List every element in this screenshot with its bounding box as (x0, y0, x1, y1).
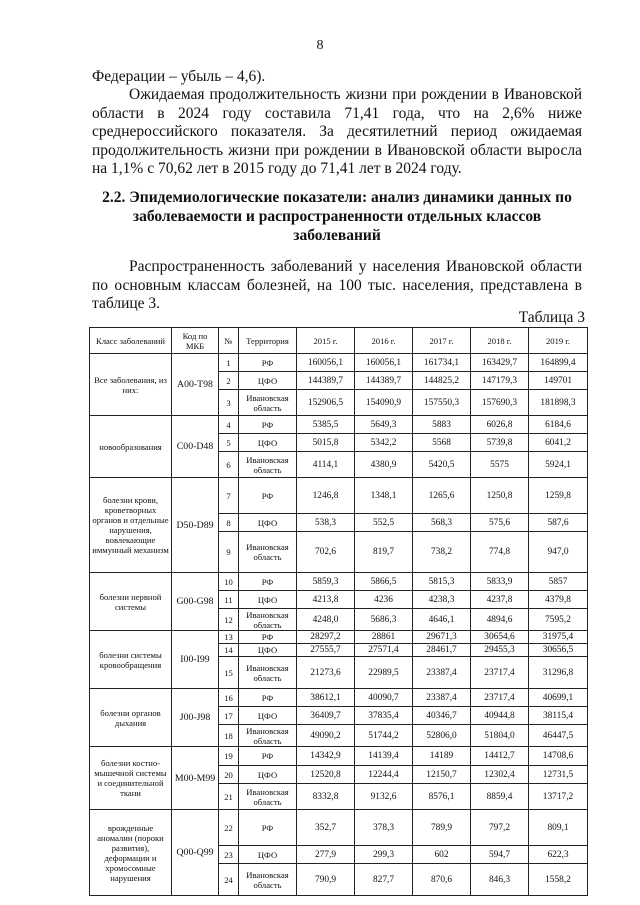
value-cell: 31975,4 (529, 631, 588, 644)
value-cell: 738,2 (413, 532, 471, 573)
value-cell: 1250,8 (471, 478, 529, 514)
value-cell: 27555,7 (297, 644, 355, 657)
value-cell: 38612,1 (297, 689, 355, 707)
value-cell: 622,3 (529, 846, 588, 864)
value-cell: 5385,5 (297, 416, 355, 434)
value-cell: 594,7 (471, 846, 529, 864)
value-cell: 575,6 (471, 514, 529, 532)
value-cell: 29455,3 (471, 644, 529, 657)
value-cell: 5739,8 (471, 434, 529, 452)
territory-cell: Ивановская область (239, 784, 297, 810)
value-cell: 5686,3 (355, 609, 413, 631)
value-cell: 144825,2 (413, 372, 471, 390)
header-2017: 2017 г. (413, 328, 471, 354)
header-class: Класс заболеваний (90, 328, 172, 354)
territory-cell: ЦФО (239, 514, 297, 532)
value-cell: 160056,1 (355, 354, 413, 372)
table-row (90, 689, 588, 707)
value-cell: 21273,6 (297, 657, 355, 689)
value-cell: 819,7 (355, 532, 413, 573)
value-cell: 30654,6 (471, 631, 529, 644)
value-cell: 277,9 (297, 846, 355, 864)
value-cell: 538,3 (297, 514, 355, 532)
value-cell: 299,3 (355, 846, 413, 864)
disease-class-cell: болезни костно-мышечной системы и соединительной ткани (90, 747, 172, 810)
territory-cell: ЦФО (239, 846, 297, 864)
territory-cell: ЦФО (239, 766, 297, 784)
value-cell: 51804,0 (471, 725, 529, 747)
value-cell: 46447,5 (529, 725, 588, 747)
value-cell: 5859,3 (297, 573, 355, 591)
value-cell: 1348,1 (355, 478, 413, 514)
row-number-cell: 18 (219, 725, 239, 747)
value-cell: 774,8 (471, 532, 529, 573)
value-cell: 49090,2 (297, 725, 355, 747)
disease-class-cell: врожденные аномалии (пороки развития), деформации и хромосомные нарушения (90, 810, 172, 896)
value-cell: 4248,0 (297, 609, 355, 631)
page-number: 8 (316, 38, 324, 53)
table-caption: Таблица 3 (518, 309, 585, 326)
value-cell: 157550,3 (413, 390, 471, 416)
disease-prevalence-table (89, 327, 588, 896)
value-cell: 1558,2 (529, 864, 588, 896)
value-cell: 40944,8 (471, 707, 529, 725)
row-number-cell: 22 (219, 810, 239, 846)
territory-cell: Ивановская область (239, 725, 297, 747)
value-cell: 1246,8 (297, 478, 355, 514)
value-cell: 827,7 (355, 864, 413, 896)
icd-code-cell: G00-G98 (172, 573, 219, 631)
value-cell: 8332,8 (297, 784, 355, 810)
value-cell: 144389,7 (297, 372, 355, 390)
paragraph-table-intro: Распространенность заболеваний у населения Ивановской области по основным классам болезней, на 100 тыс. населения, представлена в таблице 3. (92, 258, 582, 313)
row-number-cell: 23 (219, 846, 239, 864)
value-cell: 5649,3 (355, 416, 413, 434)
value-cell: 4213,8 (297, 591, 355, 609)
value-cell: 28297,2 (297, 631, 355, 644)
value-cell: 6041,2 (529, 434, 588, 452)
table-row (90, 747, 588, 766)
territory-cell: РФ (239, 747, 297, 766)
table-row (90, 810, 588, 846)
row-number-cell: 19 (219, 747, 239, 766)
value-cell: 4238,3 (413, 591, 471, 609)
value-cell: 8859,4 (471, 784, 529, 810)
value-cell: 870,6 (413, 864, 471, 896)
territory-cell: ЦФО (239, 707, 297, 725)
row-number-cell: 10 (219, 573, 239, 591)
territory-cell: РФ (239, 416, 297, 434)
territory-cell: Ивановская область (239, 657, 297, 689)
value-cell: 8576,1 (413, 784, 471, 810)
icd-code-cell: I00-I99 (172, 631, 219, 689)
value-cell: 378,3 (355, 810, 413, 846)
row-number-cell: 12 (219, 609, 239, 631)
value-cell: 51744,2 (355, 725, 413, 747)
row-number-cell: 6 (219, 452, 239, 478)
row-number-cell: 9 (219, 532, 239, 573)
value-cell: 23717,4 (471, 689, 529, 707)
territory-cell: ЦФО (239, 644, 297, 657)
row-number-cell: 11 (219, 591, 239, 609)
value-cell: 28461,7 (413, 644, 471, 657)
value-cell: 809,1 (529, 810, 588, 846)
icd-code-cell: C00-D48 (172, 416, 219, 478)
row-number-cell: 4 (219, 416, 239, 434)
value-cell: 38115,4 (529, 707, 588, 725)
value-cell: 9132,6 (355, 784, 413, 810)
header-code: Код по МКБ (172, 328, 219, 354)
value-cell: 789,9 (413, 810, 471, 846)
value-cell: 40090,7 (355, 689, 413, 707)
value-cell: 5924,1 (529, 452, 588, 478)
value-cell: 163429,7 (471, 354, 529, 372)
value-cell: 352,7 (297, 810, 355, 846)
value-cell: 12731,5 (529, 766, 588, 784)
table-row (90, 631, 588, 644)
value-cell: 702,6 (297, 532, 355, 573)
value-cell: 37835,4 (355, 707, 413, 725)
value-cell: 5568 (413, 434, 471, 452)
value-cell: 144389,7 (355, 372, 413, 390)
row-number-cell: 17 (219, 707, 239, 725)
value-cell: 36409,7 (297, 707, 355, 725)
value-cell: 12520,8 (297, 766, 355, 784)
disease-class-cell: новообразования (90, 416, 172, 478)
header-2016: 2016 г. (355, 328, 413, 354)
value-cell: 14708,6 (529, 747, 588, 766)
row-number-cell: 5 (219, 434, 239, 452)
value-cell: 5833,9 (471, 573, 529, 591)
value-cell: 587,6 (529, 514, 588, 532)
value-cell: 154090,9 (355, 390, 413, 416)
value-cell: 28861 (355, 631, 413, 644)
header-2018: 2018 г. (471, 328, 529, 354)
row-number-cell: 14 (219, 644, 239, 657)
value-cell: 12244,4 (355, 766, 413, 784)
territory-cell: РФ (239, 354, 297, 372)
value-cell: 23717,4 (471, 657, 529, 689)
table-row (90, 478, 588, 514)
value-cell: 602 (413, 846, 471, 864)
value-cell: 14412,7 (471, 747, 529, 766)
disease-class-cell: болезни органов дыхания (90, 689, 172, 747)
paragraph-continuation: Федерации – убыль – 4,6). (92, 68, 266, 85)
value-cell: 161734,1 (413, 354, 471, 372)
value-cell: 5575 (471, 452, 529, 478)
row-number-cell: 16 (219, 689, 239, 707)
table-row (90, 573, 588, 591)
table-header-row (90, 328, 588, 354)
value-cell: 164899,4 (529, 354, 588, 372)
row-number-cell: 1 (219, 354, 239, 372)
value-cell: 947,0 (529, 532, 588, 573)
value-cell: 790,9 (297, 864, 355, 896)
territory-cell: РФ (239, 573, 297, 591)
disease-class-cell: болезни системы кровообращения (90, 631, 172, 689)
icd-code-cell: Q00-Q99 (172, 810, 219, 896)
value-cell: 149701 (529, 372, 588, 390)
icd-code-cell: A00-T98 (172, 354, 219, 416)
value-cell: 23387,4 (413, 689, 471, 707)
disease-class-cell: болезни нервной системы (90, 573, 172, 631)
value-cell: 4380,9 (355, 452, 413, 478)
disease-class-cell: болезни крови, кроветворных органов и отдельные нарушения, вовлекающие иммунный механизм (90, 478, 172, 573)
value-cell: 157690,3 (471, 390, 529, 416)
value-cell: 23387,4 (413, 657, 471, 689)
territory-cell: Ивановская область (239, 609, 297, 631)
value-cell: 7595,2 (529, 609, 588, 631)
value-cell: 160056,1 (297, 354, 355, 372)
value-cell: 31296,8 (529, 657, 588, 689)
value-cell: 6184,6 (529, 416, 588, 434)
value-cell: 5015,8 (297, 434, 355, 452)
value-cell: 1265,6 (413, 478, 471, 514)
value-cell: 6026,8 (471, 416, 529, 434)
value-cell: 12150,7 (413, 766, 471, 784)
value-cell: 5883 (413, 416, 471, 434)
icd-code-cell: J00-J98 (172, 689, 219, 747)
territory-cell: Ивановская область (239, 452, 297, 478)
table-row (90, 354, 588, 372)
value-cell: 30656,5 (529, 644, 588, 657)
territory-cell: Ивановская область (239, 390, 297, 416)
header-territory: Территория (239, 328, 297, 354)
value-cell: 5857 (529, 573, 588, 591)
row-number-cell: 20 (219, 766, 239, 784)
value-cell: 40699,1 (529, 689, 588, 707)
value-cell: 152906,5 (297, 390, 355, 416)
territory-cell: РФ (239, 478, 297, 514)
value-cell: 552,5 (355, 514, 413, 532)
value-cell: 147179,3 (471, 372, 529, 390)
value-cell: 5866,5 (355, 573, 413, 591)
disease-class-cell: Все заболевания, из них: (90, 354, 172, 416)
icd-code-cell: D50-D89 (172, 478, 219, 573)
row-number-cell: 21 (219, 784, 239, 810)
value-cell: 52806,0 (413, 725, 471, 747)
territory-cell: Ивановская область (239, 532, 297, 573)
section-heading: 2.2. Эпидемиологические показатели: анализ динамики данных по заболеваемости и распространенности отдельных классов заболеваний (102, 189, 572, 244)
value-cell: 568,3 (413, 514, 471, 532)
table-row (90, 416, 588, 434)
value-cell: 27571,4 (355, 644, 413, 657)
territory-cell: ЦФО (239, 434, 297, 452)
row-number-cell: 13 (219, 631, 239, 644)
row-number-cell: 15 (219, 657, 239, 689)
value-cell: 5342,2 (355, 434, 413, 452)
value-cell: 4646,1 (413, 609, 471, 631)
row-number-cell: 3 (219, 390, 239, 416)
value-cell: 22989,5 (355, 657, 413, 689)
value-cell: 13717,2 (529, 784, 588, 810)
value-cell: 4894,6 (471, 609, 529, 631)
header-number: № (219, 328, 239, 354)
value-cell: 5815,3 (413, 573, 471, 591)
row-number-cell: 24 (219, 864, 239, 896)
value-cell: 797,2 (471, 810, 529, 846)
value-cell: 4114,1 (297, 452, 355, 478)
icd-code-cell: M00-M99 (172, 747, 219, 810)
value-cell: 14139,4 (355, 747, 413, 766)
territory-cell: Ивановская область (239, 864, 297, 896)
value-cell: 12302,4 (471, 766, 529, 784)
row-number-cell: 2 (219, 372, 239, 390)
territory-cell: ЦФО (239, 591, 297, 609)
value-cell: 4237,8 (471, 591, 529, 609)
value-cell: 846,3 (471, 864, 529, 896)
value-cell: 40346,7 (413, 707, 471, 725)
territory-cell: РФ (239, 631, 297, 644)
territory-cell: РФ (239, 689, 297, 707)
territory-cell: РФ (239, 810, 297, 846)
value-cell: 14189 (413, 747, 471, 766)
value-cell: 5420,5 (413, 452, 471, 478)
value-cell: 4379,8 (529, 591, 588, 609)
row-number-cell: 7 (219, 478, 239, 514)
header-2015: 2015 г. (297, 328, 355, 354)
paragraph-life-expectancy: Ожидаемая продолжительность жизни при рождении в Ивановской области в 2024 году составила 71,41 года, что на 2,6% ниже среднероссийского показателя. За десятилетний период ожидаемая продолжительность жизни при рождении в Ивановской области выросла на 1,1% с 70,62 лет в 2015 году до 71,41 лет в 2024 году. (92, 86, 582, 178)
value-cell: 14342,9 (297, 747, 355, 766)
value-cell: 4236 (355, 591, 413, 609)
row-number-cell: 8 (219, 514, 239, 532)
header-2019: 2019 г. (529, 328, 588, 354)
territory-cell: ЦФО (239, 372, 297, 390)
value-cell: 181898,3 (529, 390, 588, 416)
value-cell: 29671,3 (413, 631, 471, 644)
value-cell: 1259,8 (529, 478, 588, 514)
